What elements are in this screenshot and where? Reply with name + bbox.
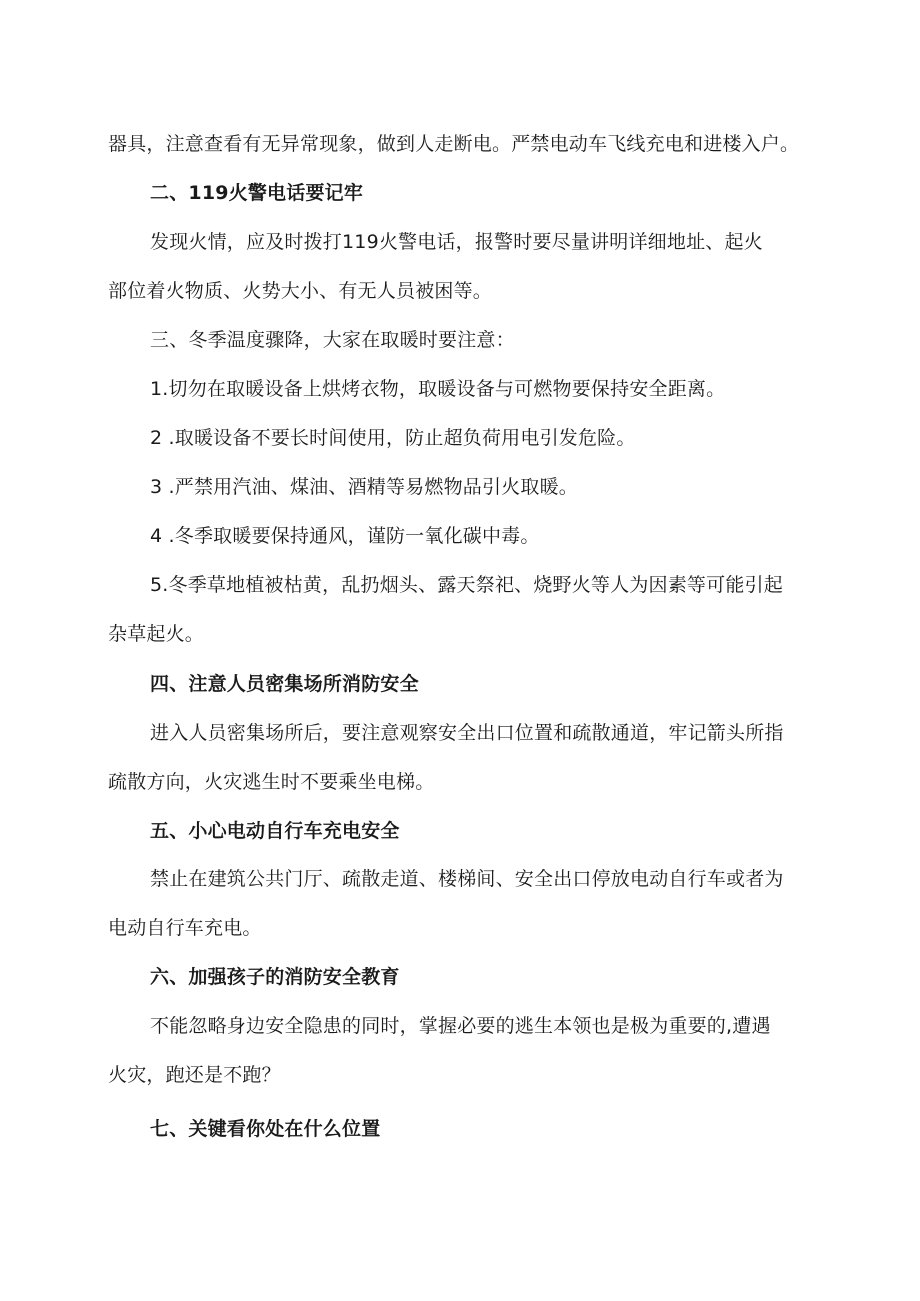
paragraph-line: 进入人员密集场所后，要注意观察安全出口位置和疏散通道，牢记箭头所指 bbox=[150, 722, 784, 744]
list-item-1: 1.切勿在取暖设备上烘烤衣物，取暖设备与可燃物要保持安全距离。 bbox=[150, 378, 726, 400]
paragraph-continuation-line: 器具，注意查看有无异常现象，做到人走断电。严禁电动车飞线充电和进楼入户。 bbox=[108, 133, 800, 155]
paragraph-line: 火灾，跑还是不跑？ bbox=[108, 1064, 281, 1086]
list-item-3: 3 .严禁用汽油、煤油、酒精等易燃物品引火取暖。 bbox=[150, 476, 578, 498]
list-item-4: 4 .冬季取暖要保持通风，谨防一氧化碳中毒。 bbox=[150, 525, 540, 547]
paragraph-line: 禁止在建筑公共门厅、疏散走道、楼梯间、安全出口停放电动自行车或者为 bbox=[150, 868, 784, 890]
section-heading-2: 二、119火警电话要记牢 bbox=[150, 182, 364, 204]
list-item-5: 5.冬季草地植被枯黄，乱扔烟头、露天祭祀、烧野火等人为因素等可能引起 bbox=[150, 574, 783, 596]
paragraph-line: 发现火情，应及时拨打119火警电话，报警时要尽量讲明详细地址、起火 bbox=[150, 231, 763, 253]
section-heading-6: 六、加强孩子的消防安全教育 bbox=[150, 966, 400, 988]
section-heading-4: 四、注意人员密集场所消防安全 bbox=[150, 673, 419, 695]
paragraph-line: 疏散方向，火灾逃生时不要乘坐电梯。 bbox=[108, 771, 435, 793]
paragraph-line: 部位着火物质、火势大小、有无人员被困等。 bbox=[108, 280, 493, 302]
list-item-5-continuation: 杂草起火。 bbox=[108, 623, 205, 645]
paragraph-line: 电动自行车充电。 bbox=[108, 917, 262, 939]
paragraph-line: 不能忽略身边安全隐患的同时，掌握必要的逃生本领也是极为重要的,遭遇 bbox=[150, 1015, 771, 1037]
section-heading-3: 三、冬季温度骤降，大家在取暖时要注意： bbox=[150, 329, 515, 351]
list-item-2: 2 .取暖设备不要长时间使用，防止超负荷用电引发危险。 bbox=[150, 427, 636, 449]
section-heading-5: 五、小心电动自行车充电安全 bbox=[150, 820, 400, 842]
section-heading-7: 七、关键看你处在什么位置 bbox=[150, 1118, 381, 1140]
